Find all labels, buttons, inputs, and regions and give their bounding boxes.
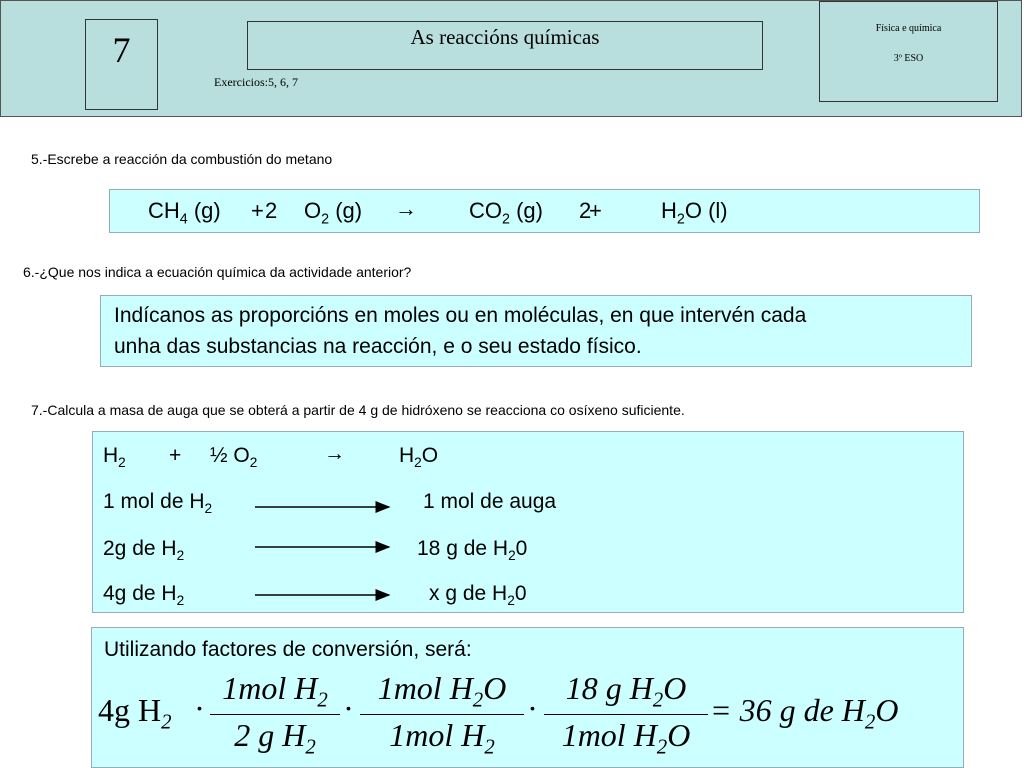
proportion-arrows <box>93 432 965 614</box>
question-7-prompt: 7.-Calcula a masa de auga que se obterá a partir de 4 g de hidróxeno se reacciona co osíxeno suficiente. <box>31 402 685 418</box>
fraction-bar <box>544 714 708 715</box>
formula-lead: 4g $H_2$ <box>98 692 172 734</box>
ch4-term: $CH_4$ (g) <box>148 198 221 228</box>
factor-1-numerator: 1mol $H_2$ <box>222 670 328 712</box>
ratio-row-mol-right: 1 mol de auga <box>423 490 557 513</box>
plus-sign: + <box>589 198 602 223</box>
page-title: As reaccións químicas <box>410 25 600 49</box>
unit-number-box <box>85 19 158 110</box>
question-5-prompt: 5.-Escrebe a reacción da combustión do metano <box>31 151 333 167</box>
subject-box <box>819 1 998 102</box>
factor-2-numerator: 1mol $H_2O$ <box>377 670 507 712</box>
fraction-bar <box>360 714 524 715</box>
factor-3 <box>544 670 708 760</box>
formula-result: = 36 g de $H_2O$ <box>710 692 899 734</box>
factor-1-denominator: 2 g $H_2$ <box>234 717 316 759</box>
multiply-dot: · <box>344 690 352 726</box>
fraction-bar <box>210 714 340 715</box>
co2-term: $CO_2$ (g) <box>469 198 543 228</box>
title-box <box>247 21 763 70</box>
exercises-label: Exercicios:5, 6, 7 <box>214 75 298 89</box>
question-6-prompt: 6.-¿Que nos indica a ecuación química da actividade anterior? <box>23 264 412 280</box>
ratio-row-mass-left: 2g de $H_2$ <box>103 537 185 564</box>
h2o-coefficient: 2 <box>579 198 592 223</box>
ratio-row-mass-right: 18 g de $H_20$ <box>417 537 528 564</box>
methane-combustion-equation <box>109 189 980 233</box>
reaction-arrow-icon: → <box>395 196 417 221</box>
subject-label: Física e química <box>875 23 942 34</box>
ratio-row-unknown-right: x g de $H_20$ <box>429 582 527 609</box>
o2-coefficient: 2 <box>265 198 278 223</box>
reaction-arrow-icon: → <box>324 442 345 465</box>
header-banner <box>0 0 1022 117</box>
answer-line-2: unha das substancias na reacción, e o seu estado físico. <box>114 335 642 358</box>
answer-line-1: Indícanos as proporcións en moles ou en moléculas, en que intervén cada <box>114 304 807 327</box>
multiply-dot: · <box>528 690 536 726</box>
plus-sign: + <box>251 198 264 223</box>
conversion-factor-box <box>91 627 964 768</box>
factor-3-numerator: 18 g $H_2O$ <box>565 670 687 712</box>
plus-sign: + <box>169 444 182 467</box>
o2-term: $O_2$ (g) <box>304 198 363 228</box>
level-label: 3º ESO <box>893 53 924 64</box>
factor-1 <box>210 670 340 760</box>
factor-2 <box>360 670 524 760</box>
h2o-product: $H_2O$ <box>399 444 439 471</box>
h2-reactant: $H_2$ <box>103 444 126 471</box>
unit-number: 7 <box>112 30 131 70</box>
ratio-row-mol-left: 1 mol de $H_2$ <box>103 490 213 517</box>
stoichiometry-box <box>92 431 964 613</box>
ratio-row-unknown-left: 4g de $H_2$ <box>103 582 185 609</box>
h2o-term: $H_2O$ (l) <box>661 198 728 228</box>
question-6-answer <box>100 295 972 367</box>
half-o2-reactant: ½ $O_2$ <box>210 444 258 471</box>
factor-3-denominator: 1mol $H_2O$ <box>561 717 691 759</box>
factor-2-denominator: 1mol $H_2$ <box>389 717 495 759</box>
multiply-dot: · <box>195 690 203 726</box>
conversion-intro: Utilizando factores de conversión, será: <box>104 638 472 661</box>
